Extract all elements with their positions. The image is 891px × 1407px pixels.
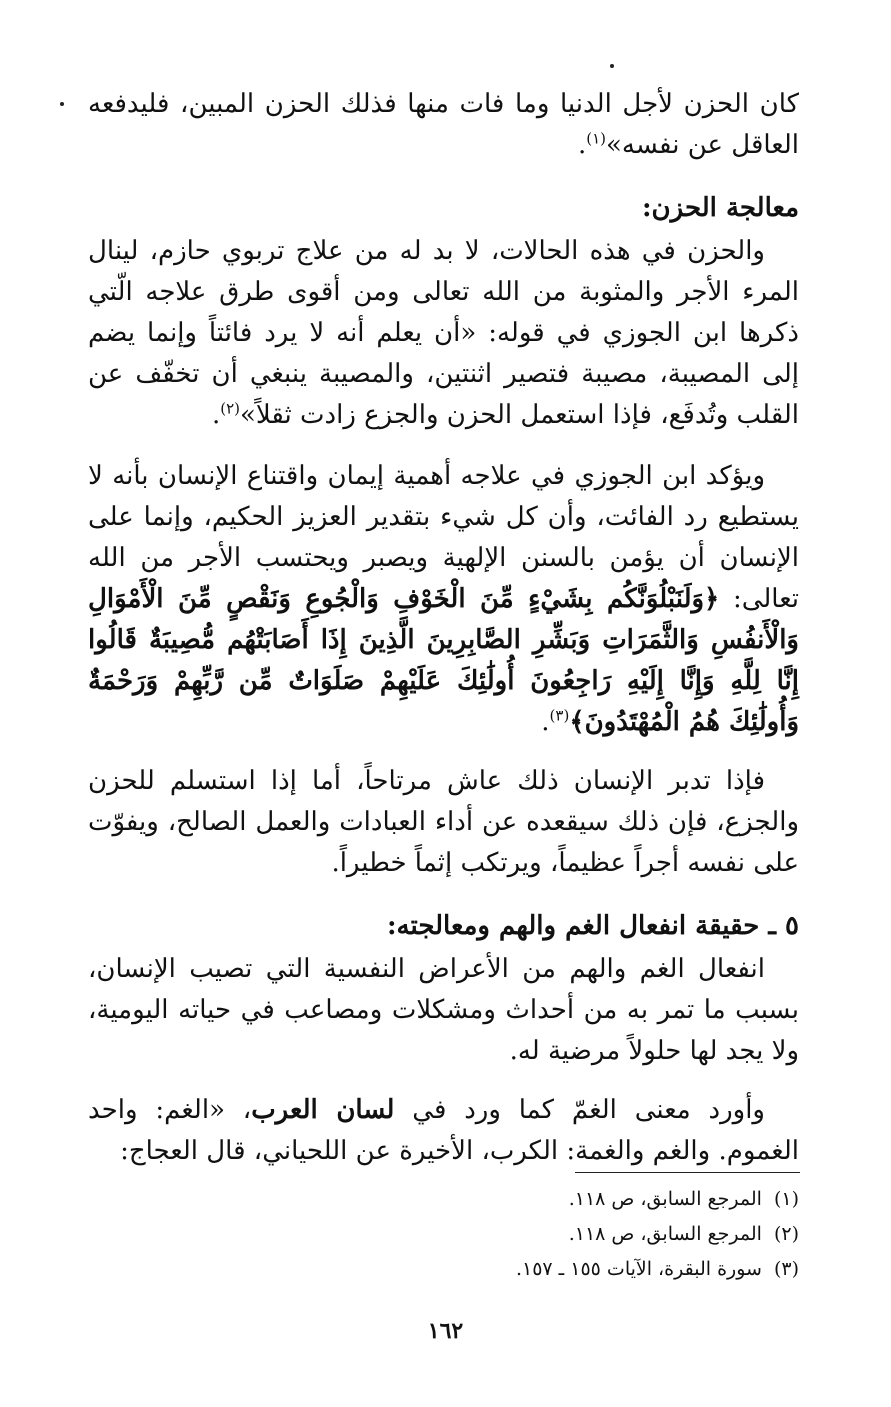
footnote-text: المرجع السابق، ص ١١٨. bbox=[568, 1223, 762, 1245]
intro-paragraph bbox=[88, 84, 799, 166]
footnotes bbox=[99, 1182, 799, 1287]
footnote-divider bbox=[575, 1172, 800, 1173]
lisan-book-title: لسان العرب bbox=[251, 1095, 395, 1125]
heading-section-5: ٥ ـ حقيقة انفعال الغم والهم ومعالجته: bbox=[386, 911, 799, 941]
footnote-ref-1[interactable]: (١) bbox=[586, 129, 606, 148]
ghamm-paragraph: انفعال الغم والهم من الأعراض النفسية التي تصيب الإنسان، بسبب ما تمر به من أحداث ومشكلات ومصاعب في حياته اليومية، ولا يجد لها حلولاً مرضية له. bbox=[88, 954, 799, 1066]
treatment-end: . bbox=[211, 400, 221, 430]
intro-text: كان الحزن لأجل الدنيا وما فات منها فذلك الحزن المبين، فليدفعه العاقل عن نفسه» bbox=[88, 89, 799, 160]
stray-dot-side bbox=[60, 102, 64, 106]
footnote-3 bbox=[99, 1252, 799, 1287]
footnote-number: (١) bbox=[773, 1188, 799, 1210]
lisan-paragraph bbox=[88, 1090, 799, 1172]
footnote-text: سورة البقرة، الآيات ١٥٥ ـ ١٥٧. bbox=[515, 1258, 762, 1280]
reflect-paragraph: فإذا تدبر الإنسان ذلك عاش مرتاحاً، أما إذا استسلم للحزن والجزع، فإن ذلك سيقعده عن أداء العبادات والعمل الصالح، ويفوّت على نفسه أجراً عظيماً، ويرتكب إثماً خطيراً. bbox=[88, 766, 799, 878]
intro-end: . bbox=[577, 130, 587, 160]
footnote-1 bbox=[99, 1182, 799, 1217]
lisan-text-start: وأورد معنى الغمّ كما ورد في bbox=[394, 1095, 765, 1125]
footnote-ref-3[interactable]: (٣) bbox=[549, 706, 570, 725]
lisan-text-end: ، «الغم: واحد الغموم. والغم والغمة: الكرب، الأخيرة عن اللحياني، قال العجاج: bbox=[88, 1095, 799, 1166]
footnote-number: (٣) bbox=[773, 1258, 799, 1280]
quran-end: . bbox=[541, 707, 550, 737]
footnote-number: (٢) bbox=[773, 1223, 799, 1245]
treatment-text: والحزن في هذه الحالات، لا بد له من علاج تربوي حازم، لينال المرء الأجر والمثوبة من الله تعالى ومن أقوى طرق علاجه الّتي ذكرها ابن الجوزي في قوله: «أن يعلم أنه لا يرد فائتاً وإنما يضم إلى المصيبة، مصيبة فتصير اثنتين، والمصيبة ينبغي أن تخفّف عن القلب وتُدفَع، فإذا استعمل الحزن والجزع زادت ثقلاً» bbox=[88, 236, 799, 430]
footnote-text: المرجع السابق، ص ١١٨. bbox=[568, 1188, 762, 1210]
footnote-2 bbox=[99, 1217, 799, 1252]
footnote-ref-2[interactable]: (٢) bbox=[220, 399, 240, 418]
jawzi-paragraph bbox=[88, 456, 799, 743]
stray-dot-top bbox=[610, 64, 614, 68]
treatment-paragraph bbox=[88, 231, 799, 436]
page-number: ١٦٢ bbox=[427, 1318, 464, 1344]
jawzi-text: ويؤكد ابن الجوزي في علاجه أهمية إيمان واقتناع الإنسان بأنه لا يستطيع رد الفائت، وأن كل شيء بتقدير العزيز الحكيم، وإنما على الإنسان أن يؤمن بالسنن الإلهية ويصبر ويحتسب الأجر من الله تعالى: bbox=[88, 461, 800, 614]
quran-verse: ﴿وَلَنَبْلُوَنَّكُم بِشَيْءٍ مِّنَ الْخَوْفِ وَالْجُوعِ وَنَقْصٍ مِّنَ الْأَمْوَالِ وَالْأَنفُسِ وَالثَّمَرَاتِ وَبَشِّرِ الصَّابِرِينَ الَّذِينَ إِذَا أَصَابَتْهُم مُّصِيبَةٌ قَالُوا إِنَّا لِلَّهِ وَإِنَّا إِلَيْهِ رَاجِعُونَ أُولَٰئِكَ عَلَيْهِمْ صَلَوَاتٌ مِّن رَّبِّهِمْ وَرَحْمَةٌ وَأُولَٰئِكَ هُمُ الْمُهْتَدُونَ﴾ bbox=[88, 584, 799, 737]
heading-grief-treatment: معالجة الحزن: bbox=[641, 193, 799, 223]
